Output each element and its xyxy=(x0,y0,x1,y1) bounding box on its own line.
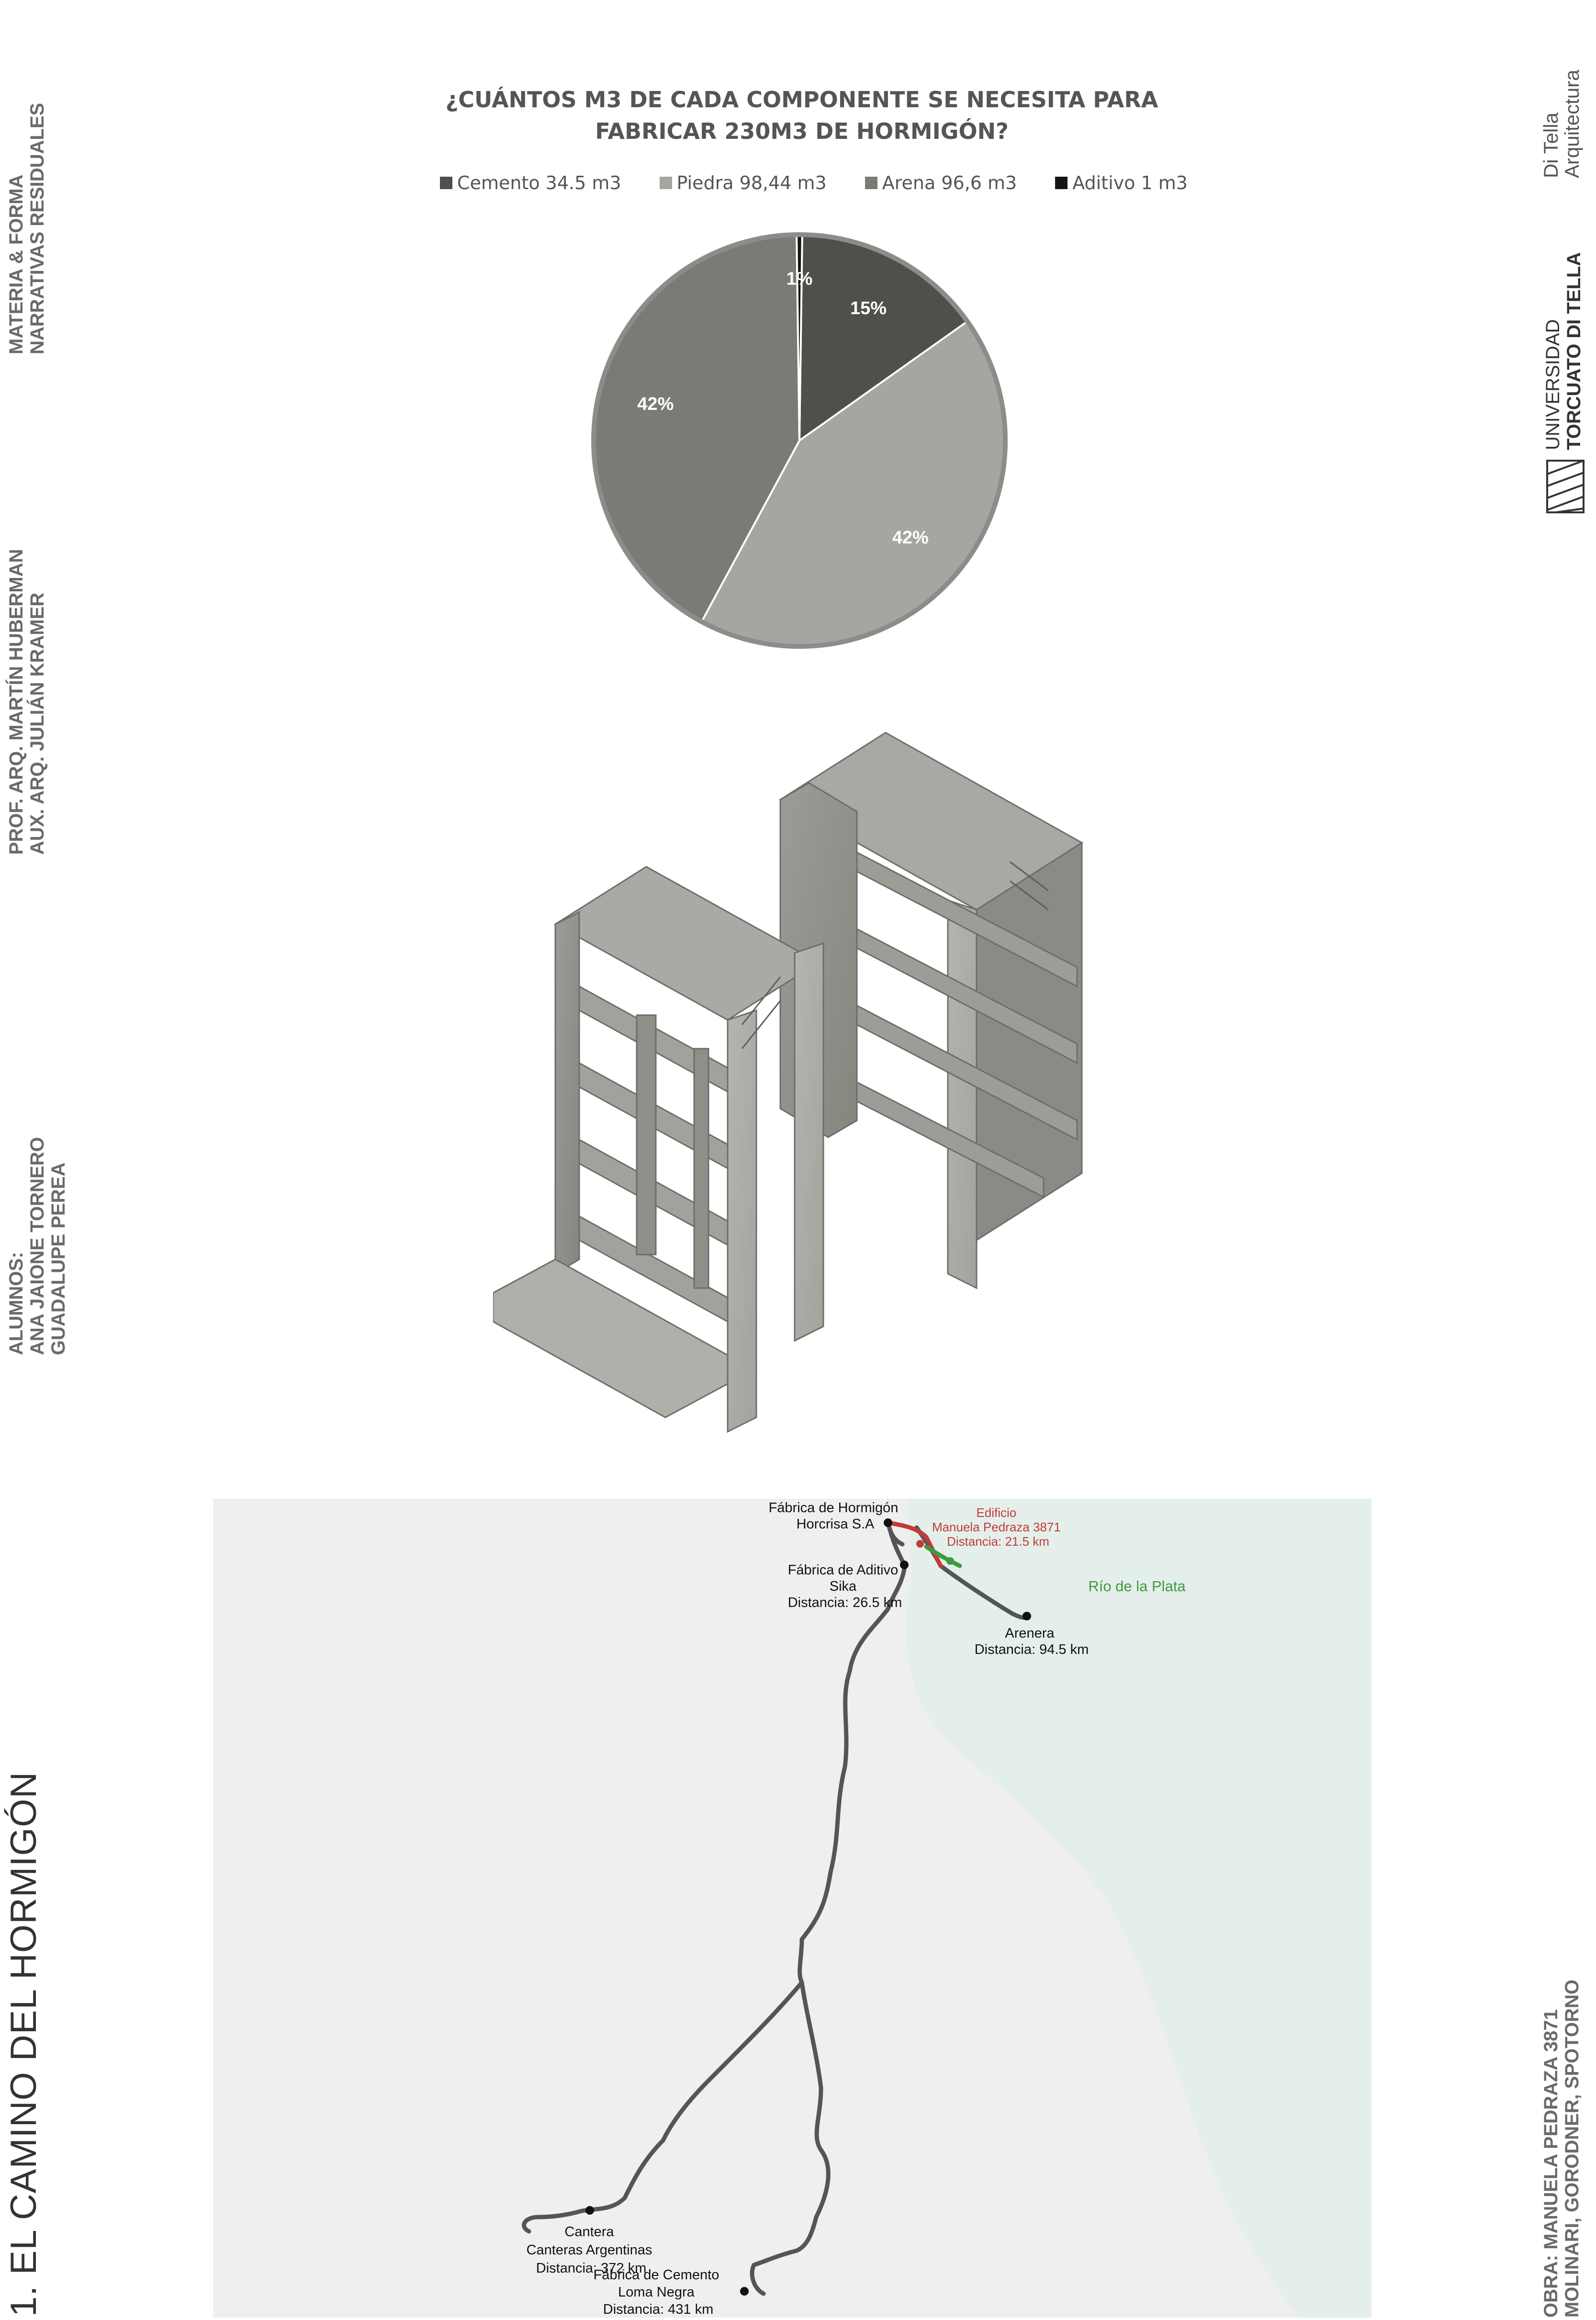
chart-title-line2: FABRICAR 230M3 DE HORMIGÓN? xyxy=(595,118,1009,144)
students-line3: GUADALUPE PEREA xyxy=(48,1162,69,1355)
marker-edificio xyxy=(916,1540,924,1548)
legend-item-cemento xyxy=(440,172,621,193)
pie-label-cemento: 15% xyxy=(850,298,887,318)
university-name xyxy=(1542,252,1585,450)
utdt-logo-mark xyxy=(1546,460,1585,513)
students-line2: ANA JAIONE TORNERO xyxy=(27,1137,48,1355)
students-line1: ALUMNOS: xyxy=(6,1252,27,1355)
legend-label-piedra: Piedra 98,44 m3 xyxy=(676,172,827,193)
rear-front-column xyxy=(948,900,977,1288)
students xyxy=(6,1137,69,1355)
label-aditivo: Fábrica de Aditivo Sika Distancia: 26.5 km xyxy=(787,1562,902,1610)
prof-line2: AUX. ARQ. JULIÁN KRAMER xyxy=(27,592,48,855)
label-hormigon: Fábrica de Hormigón Horcrisa S.A xyxy=(768,1500,899,1532)
university-line1: UNIVERSIDAD xyxy=(1542,319,1563,450)
marker-river xyxy=(946,1557,954,1565)
front-right-column xyxy=(728,1010,756,1432)
label-arenera: Arenera Distancia: 94.5 km xyxy=(974,1626,1089,1657)
chart-legend xyxy=(431,172,1197,193)
route-map xyxy=(213,1499,1371,2318)
legend-swatch-piedra xyxy=(660,177,672,189)
legend-label-aditivo: Aditivo 1 m3 xyxy=(1072,172,1188,193)
page-title: 1. EL CAMINO DEL HORMIGÓN xyxy=(3,1771,44,2317)
legend-swatch-arena xyxy=(865,177,877,189)
pie-label-aditivo: 1% xyxy=(786,269,813,289)
work-credits xyxy=(1540,1980,1583,2318)
label-cemento-real: Fábrica de Cemento Loma Negra Distancia: 431 km xyxy=(593,2267,719,2317)
label-cantera: Cantera Canteras Argentinas Distancia: 372 km xyxy=(526,2224,652,2276)
marker-cantera xyxy=(585,2206,594,2215)
ditella-logo xyxy=(1540,70,1583,178)
front-back-column xyxy=(795,943,823,1341)
chart-title-line1: ¿CUÁNTOS M3 DE CADA COMPONENTE SE NECESITA PARA xyxy=(445,87,1158,113)
pie-label-piedra: 42% xyxy=(892,528,929,548)
legend-item-aditivo xyxy=(1055,172,1188,193)
legend-label-cemento: Cemento 34.5 m3 xyxy=(457,172,621,193)
course-line1: MATERIA & FORMA xyxy=(6,174,27,354)
prof-line1: PROF. ARQ. MARTÍN HUBERMAN xyxy=(6,549,27,855)
university-line2: TORCUATO DI TELLA xyxy=(1563,252,1585,450)
chart-title xyxy=(335,84,1269,147)
ditella-line1: Di Tella xyxy=(1540,113,1562,178)
marker-cemento xyxy=(740,2287,749,2296)
pie-label-arena: 42% xyxy=(637,394,674,415)
work-line2: MOLINARI, GORODNER, SPOTORNO xyxy=(1562,1980,1583,2318)
professors xyxy=(6,549,48,855)
marker-arenera xyxy=(1023,1612,1031,1620)
marker-hormigon xyxy=(884,1518,892,1527)
legend-item-arena xyxy=(865,172,1017,193)
ditella-line2: Arquitectura xyxy=(1561,69,1583,178)
building-axonometric xyxy=(493,718,1115,1437)
front-left-column xyxy=(555,912,579,1274)
label-edificio: Edificio Manuela Pedraza 3871 Distancia: 21.5 km xyxy=(932,1505,1061,1549)
course-title xyxy=(6,103,48,354)
pie-chart xyxy=(584,225,1015,656)
legend-item-piedra xyxy=(660,172,827,193)
legend-swatch-cemento xyxy=(440,177,452,189)
legend-label-arena: Arena 96,6 m3 xyxy=(882,172,1017,193)
legend-swatch-aditivo xyxy=(1055,177,1068,189)
work-line1: OBRA: MANUELA PEDRAZA 3871 xyxy=(1540,2009,1562,2318)
label-river: Río de la Plata xyxy=(1088,1578,1186,1595)
course-line2: NARRATIVAS RESIDUALES xyxy=(27,102,48,354)
